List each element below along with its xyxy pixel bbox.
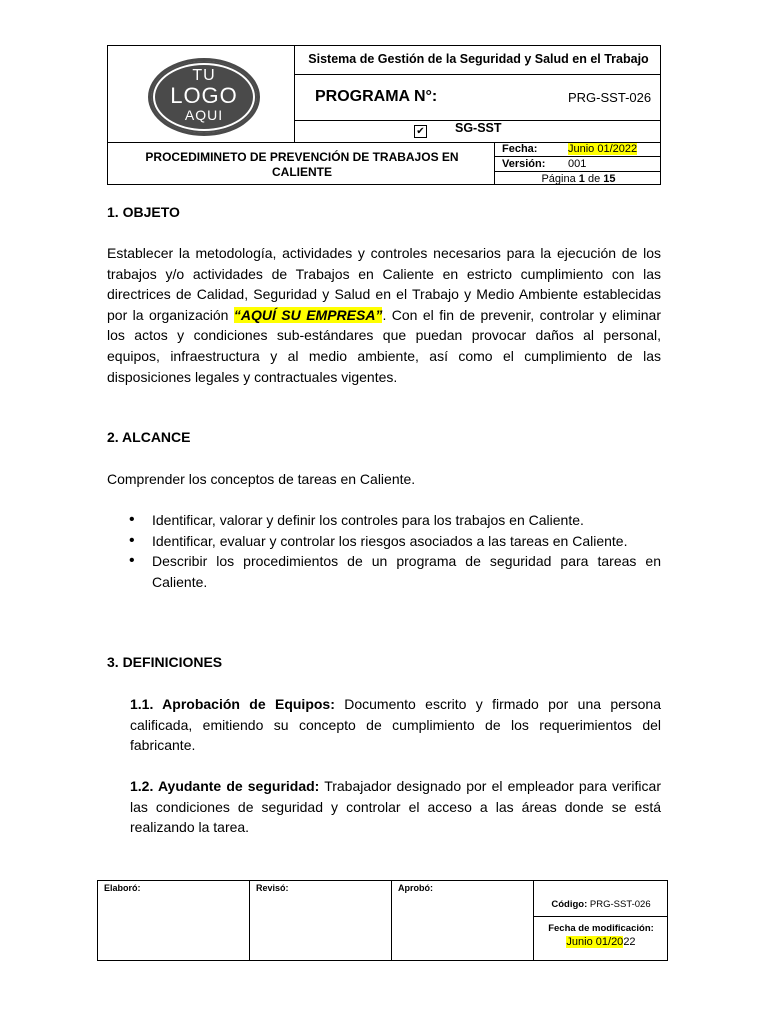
definition-aprobacion: 1.1. Aprobación de Equipos: Documento escrito y firmado por una persona calificada, emitiendo su concepto de cumplimiento de los requerimientos del fabricante. xyxy=(130,696,661,754)
footer-divider xyxy=(533,881,534,960)
alcance-list xyxy=(107,510,661,592)
sg-sst-label: SG-SST xyxy=(455,121,502,135)
header-divider xyxy=(494,156,661,157)
system-title: Sistema de Gestión de la Seguridad y Salud en el Trabajo xyxy=(308,52,649,66)
procedure-title: PROCEDIMINETO DE PREVENCIÓN DE TRABAJOS EN CALIENTE xyxy=(145,150,459,179)
section-title-alcance: 2. ALCANCE xyxy=(107,429,191,445)
page-indicator: Página 1 de 15 xyxy=(541,173,616,185)
check-icon: ✔ xyxy=(414,125,427,138)
section-title-definiciones: 3. DEFINICIONES xyxy=(107,654,223,670)
company-name-highlight: “AQUÍ SU EMPRESA” xyxy=(233,306,383,323)
footer-divider xyxy=(391,881,392,960)
fecha-label: Fecha: xyxy=(502,143,538,155)
header-divider xyxy=(294,74,661,75)
aprobo-label: Aprobó: xyxy=(398,883,433,893)
elaboro-label: Elaboró: xyxy=(104,883,141,893)
program-code: PRG-SST-026 xyxy=(568,90,652,105)
fecha-modificacion-label: Fecha de modificación: xyxy=(548,923,654,934)
company-logo: TU LOGO AQUI xyxy=(148,58,260,136)
version-value: 001 xyxy=(568,158,587,170)
codigo-field: Código: PRG-SST-026 xyxy=(551,899,651,910)
section-title-objeto: 1. OBJETO xyxy=(107,204,180,220)
program-label: PROGRAMA N°: xyxy=(315,88,438,105)
fecha-value: Junio 01/2022 xyxy=(568,143,638,155)
footer-divider xyxy=(533,916,668,917)
list-item: • Identificar, valorar y definir los controles para los trabajos en Caliente. xyxy=(107,510,661,531)
signature-footer xyxy=(97,880,668,961)
fecha-modificacion-value: Junio 01/2022 xyxy=(566,936,636,948)
reviso-label: Revisó: xyxy=(256,883,289,893)
objeto-paragraph: Establecer la metodología, actividades y controles necesarios para la ejecución de los trabajos y/o actividades de Trabajos en Caliente en estricto cumplimiento con las directrices de Calidad, Seguridad y Salud en el Trabajo y Medio Ambiente establecidas por la organización “AQUÍ SU EMPRESA”. Con el fin de prevenir, controlar y eliminar los actos y condiciones sub-estándares que puedan provocar daños al personal, equipos, infraestructura y al medio ambiente, así como el cumplimiento de las disposiciones legales y contractuales vigentes. xyxy=(107,245,662,385)
footer-divider xyxy=(249,881,250,960)
list-item: • Identificar, evaluar y controlar los riesgos asociados a las tareas en Caliente. xyxy=(107,531,661,552)
alcance-intro: Comprender los conceptos de tareas en Caliente. xyxy=(107,471,416,487)
version-label: Versión: xyxy=(502,158,546,170)
definition-ayudante: 1.2. Ayudante de seguridad: Trabajador designado por el empleador para verificar las condiciones de seguridad y controlar el acceso a las áreas donde se está realizando la tarea. xyxy=(130,778,661,836)
document-header xyxy=(107,45,661,185)
list-item: • Describir los procedimientos de un programa de seguridad para tareas en Caliente. xyxy=(107,551,661,592)
header-divider xyxy=(494,171,661,172)
